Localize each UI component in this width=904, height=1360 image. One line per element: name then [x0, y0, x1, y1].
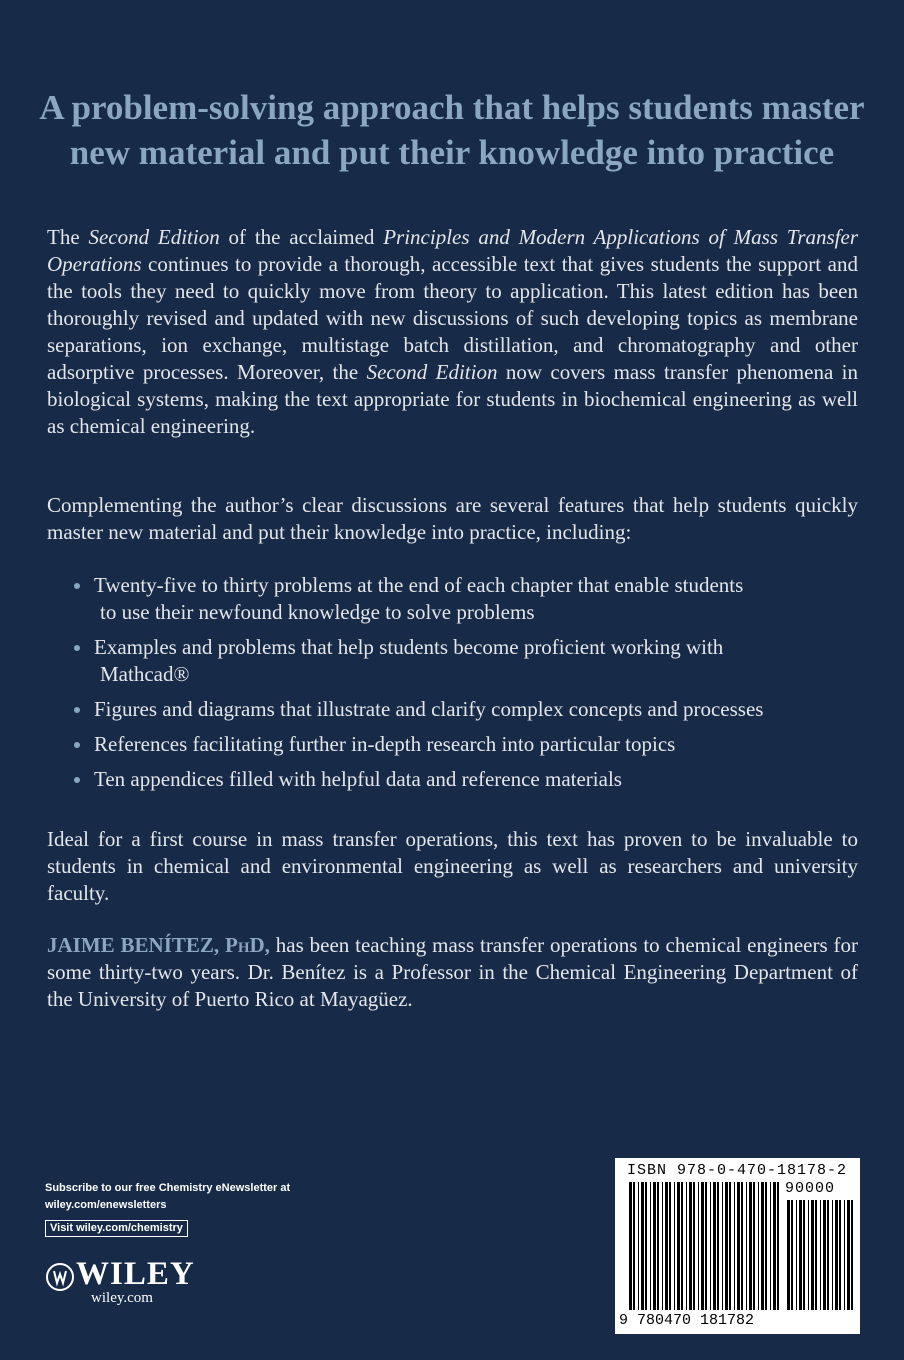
- barcode-bar: [705, 1182, 707, 1310]
- barcode-bar: [629, 1182, 632, 1310]
- feature-list: [74, 572, 858, 801]
- barcode-bar: [835, 1200, 838, 1310]
- bullet-icon: [74, 707, 80, 713]
- feature-text-continued: Mathcad®: [100, 662, 190, 686]
- feature-text: Twenty-five to thirty problems at the end of each chapter that enable students: [94, 573, 744, 597]
- price-code: 90000: [785, 1180, 836, 1197]
- visit-website-link[interactable]: Visit wiley.com/chemistry: [45, 1220, 188, 1237]
- barcode-bar: [653, 1182, 656, 1310]
- barcode-bar: [823, 1200, 826, 1310]
- barcode-bar: [799, 1200, 802, 1310]
- isbn-barcode: [615, 1158, 860, 1334]
- barcode-bar: [820, 1200, 821, 1310]
- barcode-bar: [710, 1182, 711, 1310]
- headline-line-2: new material and put their knowledge into practice: [69, 133, 835, 172]
- barcode-bar: [741, 1182, 743, 1310]
- barcode-bar: [698, 1182, 699, 1310]
- barcode-bar: [657, 1182, 659, 1310]
- wiley-emblem-icon: [45, 1262, 75, 1292]
- bullet-icon: [74, 583, 80, 589]
- barcode-bars: [615, 1158, 860, 1334]
- barcode-bar: [811, 1200, 814, 1310]
- feature-item: [74, 572, 858, 626]
- barcode-bar: [674, 1182, 675, 1310]
- audience-paragraph: Ideal for a first course in mass transfer operations, this text has proven to be invaluable to students in chemical and environmental engineering as well as researchers and university faculty.: [47, 827, 858, 905]
- edition-title: Second Edition: [366, 360, 498, 384]
- barcode-bar: [701, 1182, 704, 1310]
- author-name-text: JAIME BENÍTEZ,: [47, 933, 226, 957]
- barcode-bar: [713, 1182, 716, 1310]
- author-bio-paragraph: [47, 932, 858, 1013]
- newsletter-line-1: Subscribe to our free Chemistry eNewsletter at: [45, 1182, 291, 1194]
- barcode-bar: [693, 1182, 695, 1310]
- feature-item: [74, 696, 858, 723]
- barcode-bar: [827, 1200, 829, 1310]
- barcode-bar: [686, 1182, 687, 1310]
- barcode-bar: [773, 1182, 776, 1310]
- barcode-bar: [725, 1182, 728, 1310]
- feature-item: [74, 634, 858, 688]
- text-run: now covers mass transfer phenomena in biological systems, making the text appropriate for students in biochemical engineering as well as chemical engineering.: [47, 360, 858, 438]
- barcode-bar: [729, 1182, 731, 1310]
- barcode-bar: [749, 1182, 752, 1310]
- barcode-bar: [770, 1182, 771, 1310]
- barcode-bar: [645, 1182, 647, 1310]
- barcode-digits: 9 780470 181782: [619, 1312, 755, 1329]
- barcode-bar: [791, 1200, 793, 1310]
- barcode-bar: [808, 1200, 809, 1310]
- edition-title: Second Edition: [88, 225, 220, 249]
- barcode-bar: [746, 1182, 747, 1310]
- barcode-bar: [761, 1182, 764, 1310]
- barcode-bar: [765, 1182, 767, 1310]
- barcode-bar: [669, 1182, 671, 1310]
- barcode-bar: [803, 1200, 805, 1310]
- addon-barcode-icon: [787, 1200, 853, 1310]
- feature-text: Figures and diagrams that illustrate and clarify complex concepts and processes: [94, 697, 764, 721]
- text-run: of the acclaimed: [219, 225, 384, 249]
- text-run: continues to provide a thorough, accessible text that gives students the support and the tools they need to quickly move from theory to application. This latest edition has been thoroughly revised and updated with new discussions of such developing topics as membrane separations, ion exchange, multistage batch distillation, and chromatography and other adsorptive processes. Moreover, the: [47, 252, 858, 384]
- bullet-icon: [74, 742, 80, 748]
- newsletter-note: [45, 1180, 305, 1214]
- barcode-bar: [641, 1182, 644, 1310]
- barcode-bar: [677, 1182, 680, 1310]
- barcode-bar: [839, 1200, 841, 1310]
- barcode-bar: [665, 1182, 668, 1310]
- barcode-bar: [689, 1182, 692, 1310]
- isbn-label: ISBN 978-0-470-18178-2: [627, 1162, 848, 1179]
- barcode-bar: [633, 1182, 635, 1310]
- barcode-bar: [650, 1182, 651, 1310]
- barcode-bar: [753, 1182, 755, 1310]
- newsletter-link[interactable]: wiley.com/enewsletters: [45, 1199, 167, 1211]
- barcode-bar: [851, 1200, 853, 1310]
- barcode-bar: [777, 1182, 779, 1310]
- feature-text: References facilitating further in-depth research into particular topics: [94, 732, 676, 756]
- barcode-bar: [722, 1182, 723, 1310]
- wiley-wordmark: WILEY: [76, 1256, 195, 1292]
- bullet-icon: [74, 777, 80, 783]
- author-degree: PhD,: [225, 933, 270, 957]
- barcode-bar: [737, 1182, 740, 1310]
- feature-text: Ten appendices filled with helpful data and reference materials: [94, 767, 622, 791]
- barcode-bar: [681, 1182, 683, 1310]
- text-run: The: [47, 225, 89, 249]
- description-paragraph: [47, 224, 858, 440]
- features-intro-paragraph: Complementing the author’s clear discussions are several features that help students quickly master new material and put their knowledge into practice, including:: [47, 493, 858, 544]
- wiley-url[interactable]: wiley.com: [91, 1290, 153, 1306]
- barcode-bar: [787, 1200, 790, 1310]
- feature-item: [74, 766, 858, 793]
- book-title: Principles and Modern Applications of Mass Transfer Operations: [47, 225, 858, 276]
- barcode-bar: [832, 1200, 833, 1310]
- barcode-bar: [662, 1182, 663, 1310]
- barcode-bar: [758, 1182, 759, 1310]
- wiley-logo: [45, 1254, 205, 1314]
- headline: [30, 85, 874, 175]
- barcode-bar: [717, 1182, 719, 1310]
- bullet-icon: [74, 645, 80, 651]
- barcode-bar: [844, 1200, 845, 1310]
- author-bio-text: has been teaching mass transfer operations to chemical engineers for some thirty-two years. Dr. Benítez is a Professor in the Chemical Engineering Department of the University of Puerto Rico at Mayagüez.: [47, 933, 858, 1011]
- headline-line-1: A problem-solving approach that helps students master: [39, 88, 865, 127]
- feature-text: Examples and problems that help students become proficient working with: [94, 635, 724, 659]
- barcode-bar: [815, 1200, 817, 1310]
- feature-text-continued: to use their newfound knowledge to solve problems: [100, 600, 535, 624]
- author-name: [47, 933, 270, 957]
- feature-item: [74, 731, 858, 758]
- barcode-bar: [638, 1182, 639, 1310]
- barcode-bar: [796, 1200, 797, 1310]
- barcode-bar: [734, 1182, 735, 1310]
- main-barcode-icon: [629, 1182, 779, 1310]
- barcode-bar: [847, 1200, 850, 1310]
